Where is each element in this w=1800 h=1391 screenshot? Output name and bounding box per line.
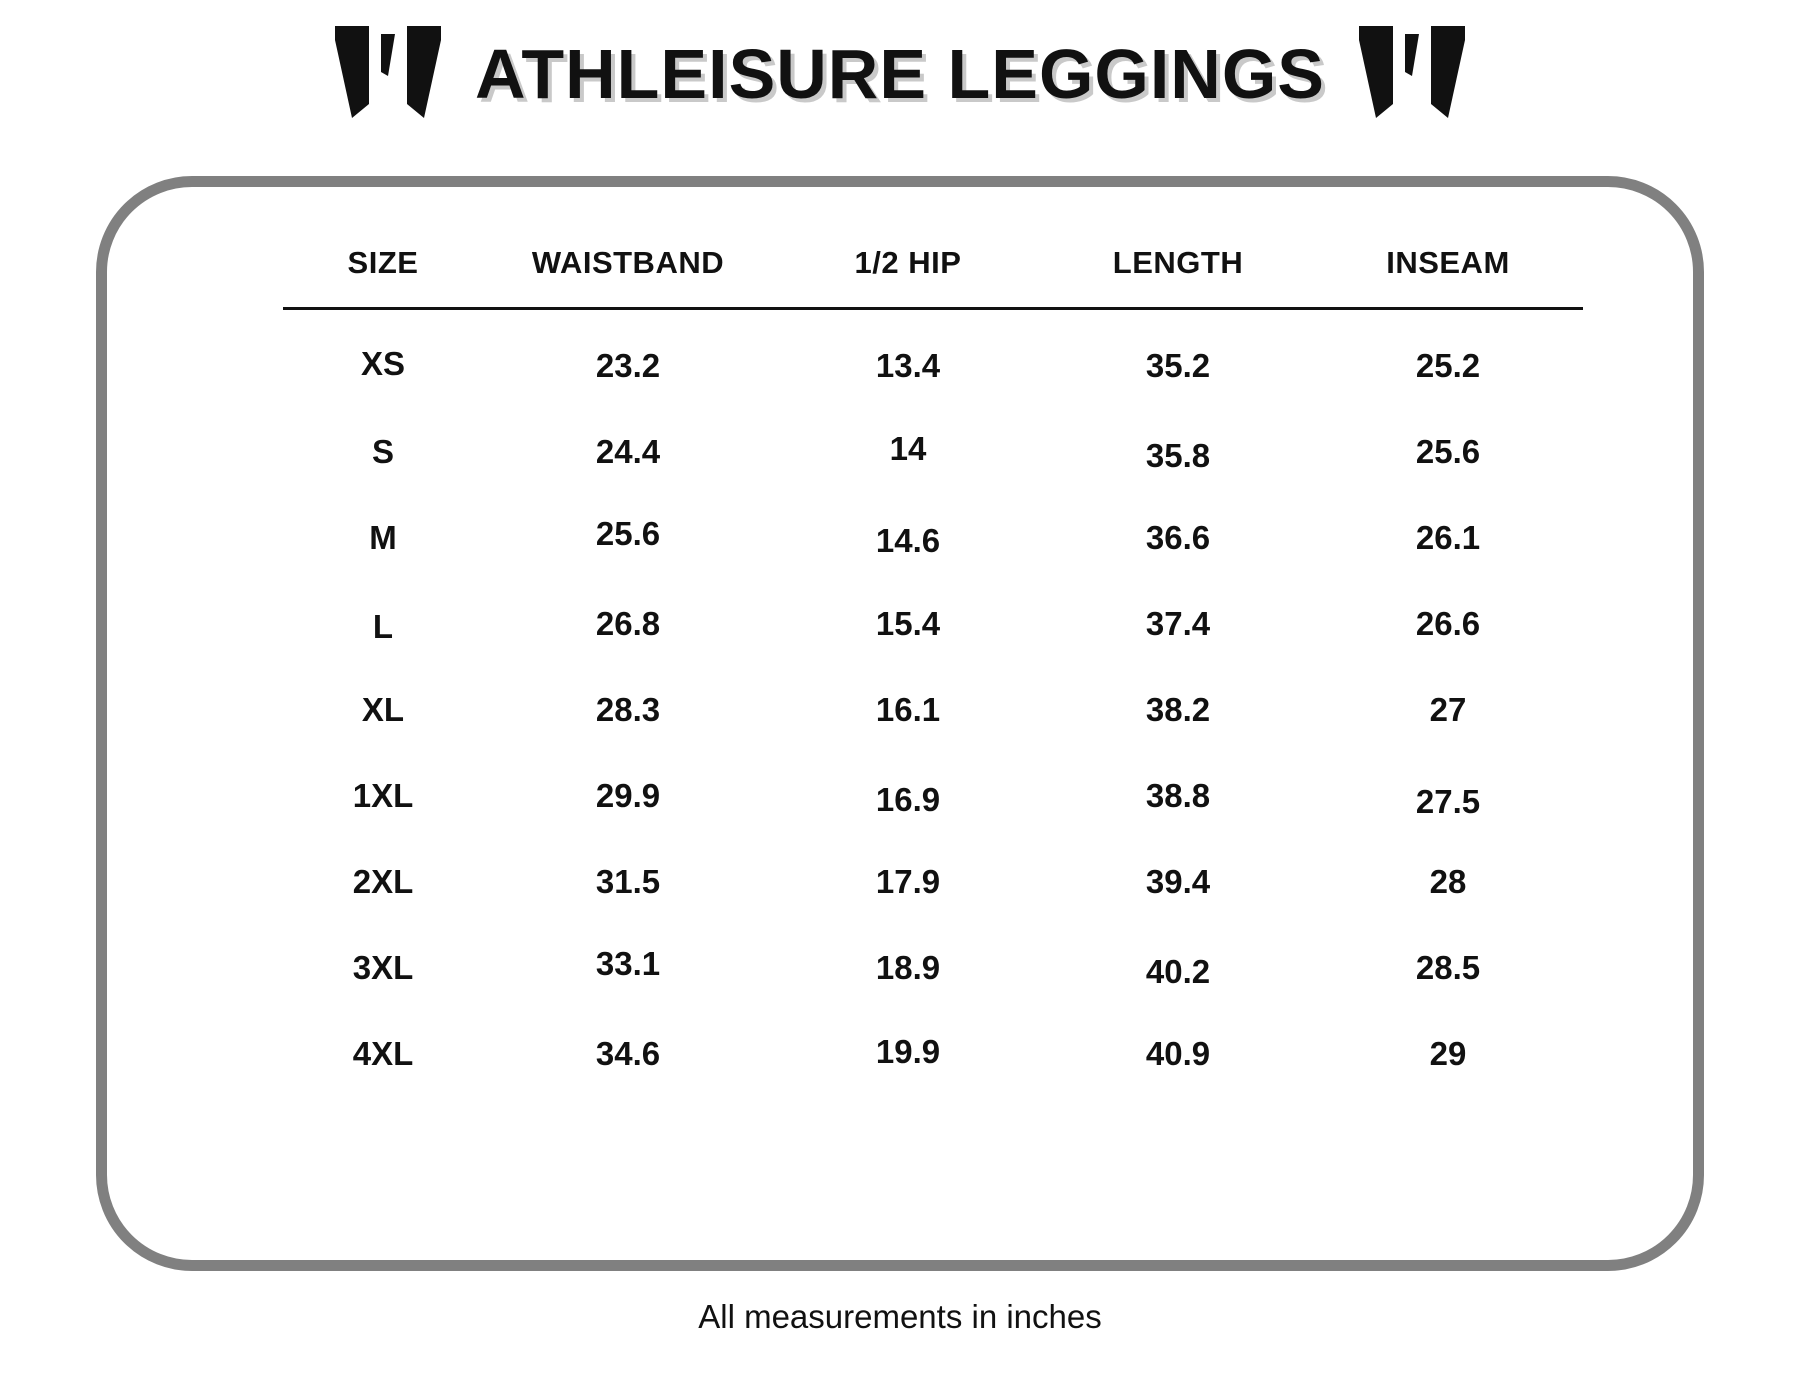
table-row: [283, 495, 1583, 581]
cell-waistband: 23.2: [595, 347, 661, 384]
cell-inseam: 25.2: [1415, 347, 1481, 384]
cell-half-hip: 16.1: [875, 691, 941, 728]
cell-half-hip: 18.9: [875, 949, 941, 986]
table-header: [283, 233, 1583, 309]
table-row: [283, 925, 1583, 1011]
measurement-units-note: All measurements in inches: [698, 1298, 1102, 1335]
column-header-waistband: WAISTBAND: [483, 233, 773, 309]
cell-length: 38.8: [1145, 777, 1211, 814]
cell-size: M: [369, 519, 397, 556]
page-title: ATHLEISURE LEGGINGS: [475, 35, 1325, 113]
cell-half-hip: 14.6: [875, 522, 941, 559]
cell-half-hip: 17.9: [875, 863, 941, 900]
column-header-size: SIZE: [283, 233, 483, 309]
cell-length: 35.8: [1145, 437, 1211, 474]
cell-waistband: 25.6: [595, 515, 661, 552]
cell-waistband: 33.1: [595, 945, 661, 982]
cell-half-hip: 15.4: [875, 605, 941, 642]
cell-inseam: 25.6: [1415, 433, 1481, 470]
cell-size: 3XL: [352, 949, 414, 986]
m-logo-icon-right: [1359, 26, 1465, 123]
cell-size: XL: [361, 691, 405, 728]
size-table-wrapper: [283, 233, 1583, 1097]
table-row: [283, 581, 1583, 667]
cell-half-hip: 16.9: [875, 781, 941, 818]
cell-size: 4XL: [352, 1035, 414, 1072]
cell-inseam: 29: [1429, 1035, 1467, 1072]
size-table: [283, 233, 1583, 1097]
cell-size: XS: [360, 345, 406, 382]
table-row: [283, 409, 1583, 495]
cell-length: 38.2: [1145, 691, 1211, 728]
cell-waistband: 24.4: [595, 433, 661, 470]
cell-size: L: [372, 608, 394, 645]
cell-waistband: 34.6: [595, 1035, 661, 1072]
cell-inseam: 28: [1429, 863, 1467, 900]
header: [0, 0, 1800, 118]
size-chart-card: [96, 176, 1704, 1271]
table-body: [283, 309, 1583, 1098]
cell-waistband: 28.3: [595, 691, 661, 728]
cell-inseam: 27: [1429, 691, 1467, 728]
cell-length: 39.4: [1145, 863, 1211, 900]
table-header-row: [283, 233, 1583, 309]
table-row: [283, 839, 1583, 925]
cell-inseam: 27.5: [1415, 783, 1481, 820]
m-logo-icon-left: [335, 26, 441, 123]
column-header-length: LENGTH: [1043, 233, 1313, 309]
column-header-half-hip: 1/2 HIP: [773, 233, 1043, 309]
table-row: [283, 753, 1583, 839]
cell-length: 40.9: [1145, 1035, 1211, 1072]
cell-half-hip: 14: [889, 430, 927, 467]
cell-size: S: [371, 433, 394, 470]
table-row: [283, 1011, 1583, 1097]
column-header-inseam: INSEAM: [1313, 233, 1583, 309]
cell-length: 35.2: [1145, 347, 1211, 384]
cell-inseam: 28.5: [1415, 949, 1481, 986]
cell-length: 36.6: [1145, 519, 1211, 556]
cell-size: 1XL: [352, 777, 414, 814]
cell-inseam: 26.1: [1415, 519, 1481, 556]
cell-waistband: 26.8: [595, 605, 661, 642]
cell-size: 2XL: [352, 863, 414, 900]
cell-half-hip: 13.4: [875, 347, 941, 384]
cell-waistband: 29.9: [595, 777, 661, 814]
table-row: [283, 667, 1583, 753]
cell-length: 40.2: [1145, 953, 1211, 990]
cell-half-hip: 19.9: [875, 1033, 941, 1070]
cell-inseam: 26.6: [1415, 605, 1481, 642]
cell-waistband: 31.5: [595, 863, 661, 900]
cell-length: 37.4: [1145, 605, 1211, 642]
table-row: [283, 309, 1583, 410]
